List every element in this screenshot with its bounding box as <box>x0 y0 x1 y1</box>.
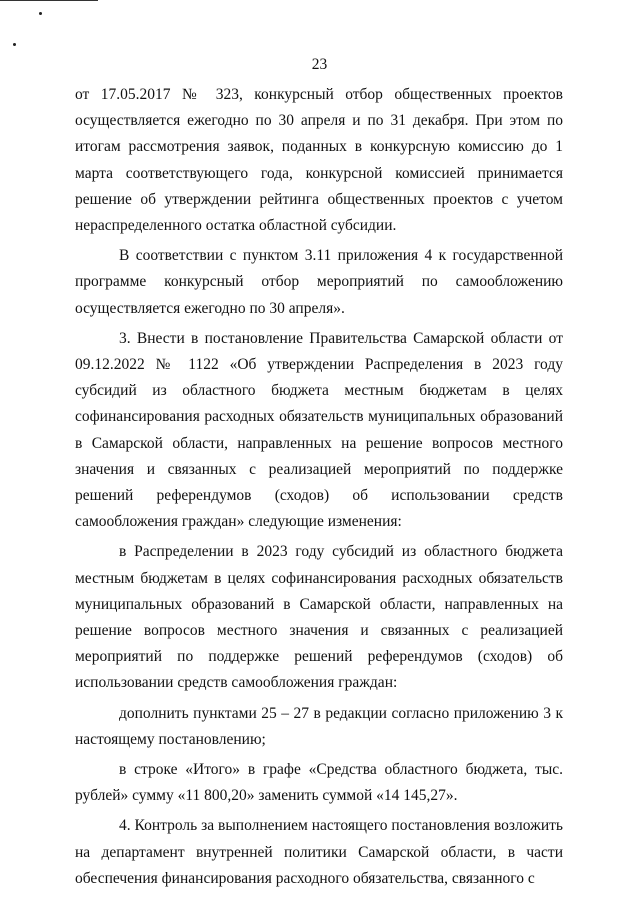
scan-speck <box>13 43 16 46</box>
paragraph-item-3: 3. Внести в постановление Правительства Самарской области от 09.12.2022 № 1122 «Об утверждении Распределения в 2023 году субсидий из областного бюджета местным бюджетам в целях софинансирования расходных обязательств муниципальных образований в Самарской области, направленных на решение вопросов местного значения и связанных с реализацией мероприятий по поддержке решений референдумов (сходов) об использовании средств самообложения граждан» следующие изменения: <box>75 329 563 531</box>
paragraph-item-4: 4. Контроль за выполнением настоящего постановления возложить на департамент внутренней политики Самарской области, в части обеспечения финансирования расходного обязательства, связанного с <box>75 817 563 887</box>
paragraph-total-row: в строке «Итого» в графе «Средства областного бюджета, тыс. рублей» сумму «11 800,20» заменить суммой «14 145,27». <box>75 761 563 805</box>
paragraph-distribution: в Распределении в 2023 году субсидий из областного бюджета местным бюджетам в целях софинансирования расходных обязательств муниципальных образований в Самарской области, направленных на решение вопросов местного значения и связанных с реализацией мероприятий по поддержке решений референдумов (сходов) об использовании средств самообложения граждан: <box>75 543 563 692</box>
paragraph-program-reference: В соответствии с пунктом 3.11 приложения 4 к государственной программе конкурсный отбор мероприятий по самообложению осуществляется ежегодно по 30 апреля». <box>75 247 563 317</box>
scan-edge-line <box>0 0 98 1</box>
paragraph-add-items: дополнить пунктами 25 – 27 в редакции согласно приложению 3 к настоящему постановлению; <box>75 704 563 748</box>
page-number: 23 <box>311 56 328 73</box>
scan-speck <box>39 12 42 15</box>
document-body <box>75 82 563 892</box>
paragraph-continuation: от 17.05.2017 № 323, конкурсный отбор общественных проектов осуществляется ежегодно по 30 апреля и по 31 декабря. При этом по итогам рассмотрения заявок, поданных в конкурсную комиссию до 1 марта соответствующего года, конкурсной комиссией принимается решение об утверждении рейтинга общественных проектов с учетом нераспределенного остатка областной субсидии. <box>75 86 563 235</box>
